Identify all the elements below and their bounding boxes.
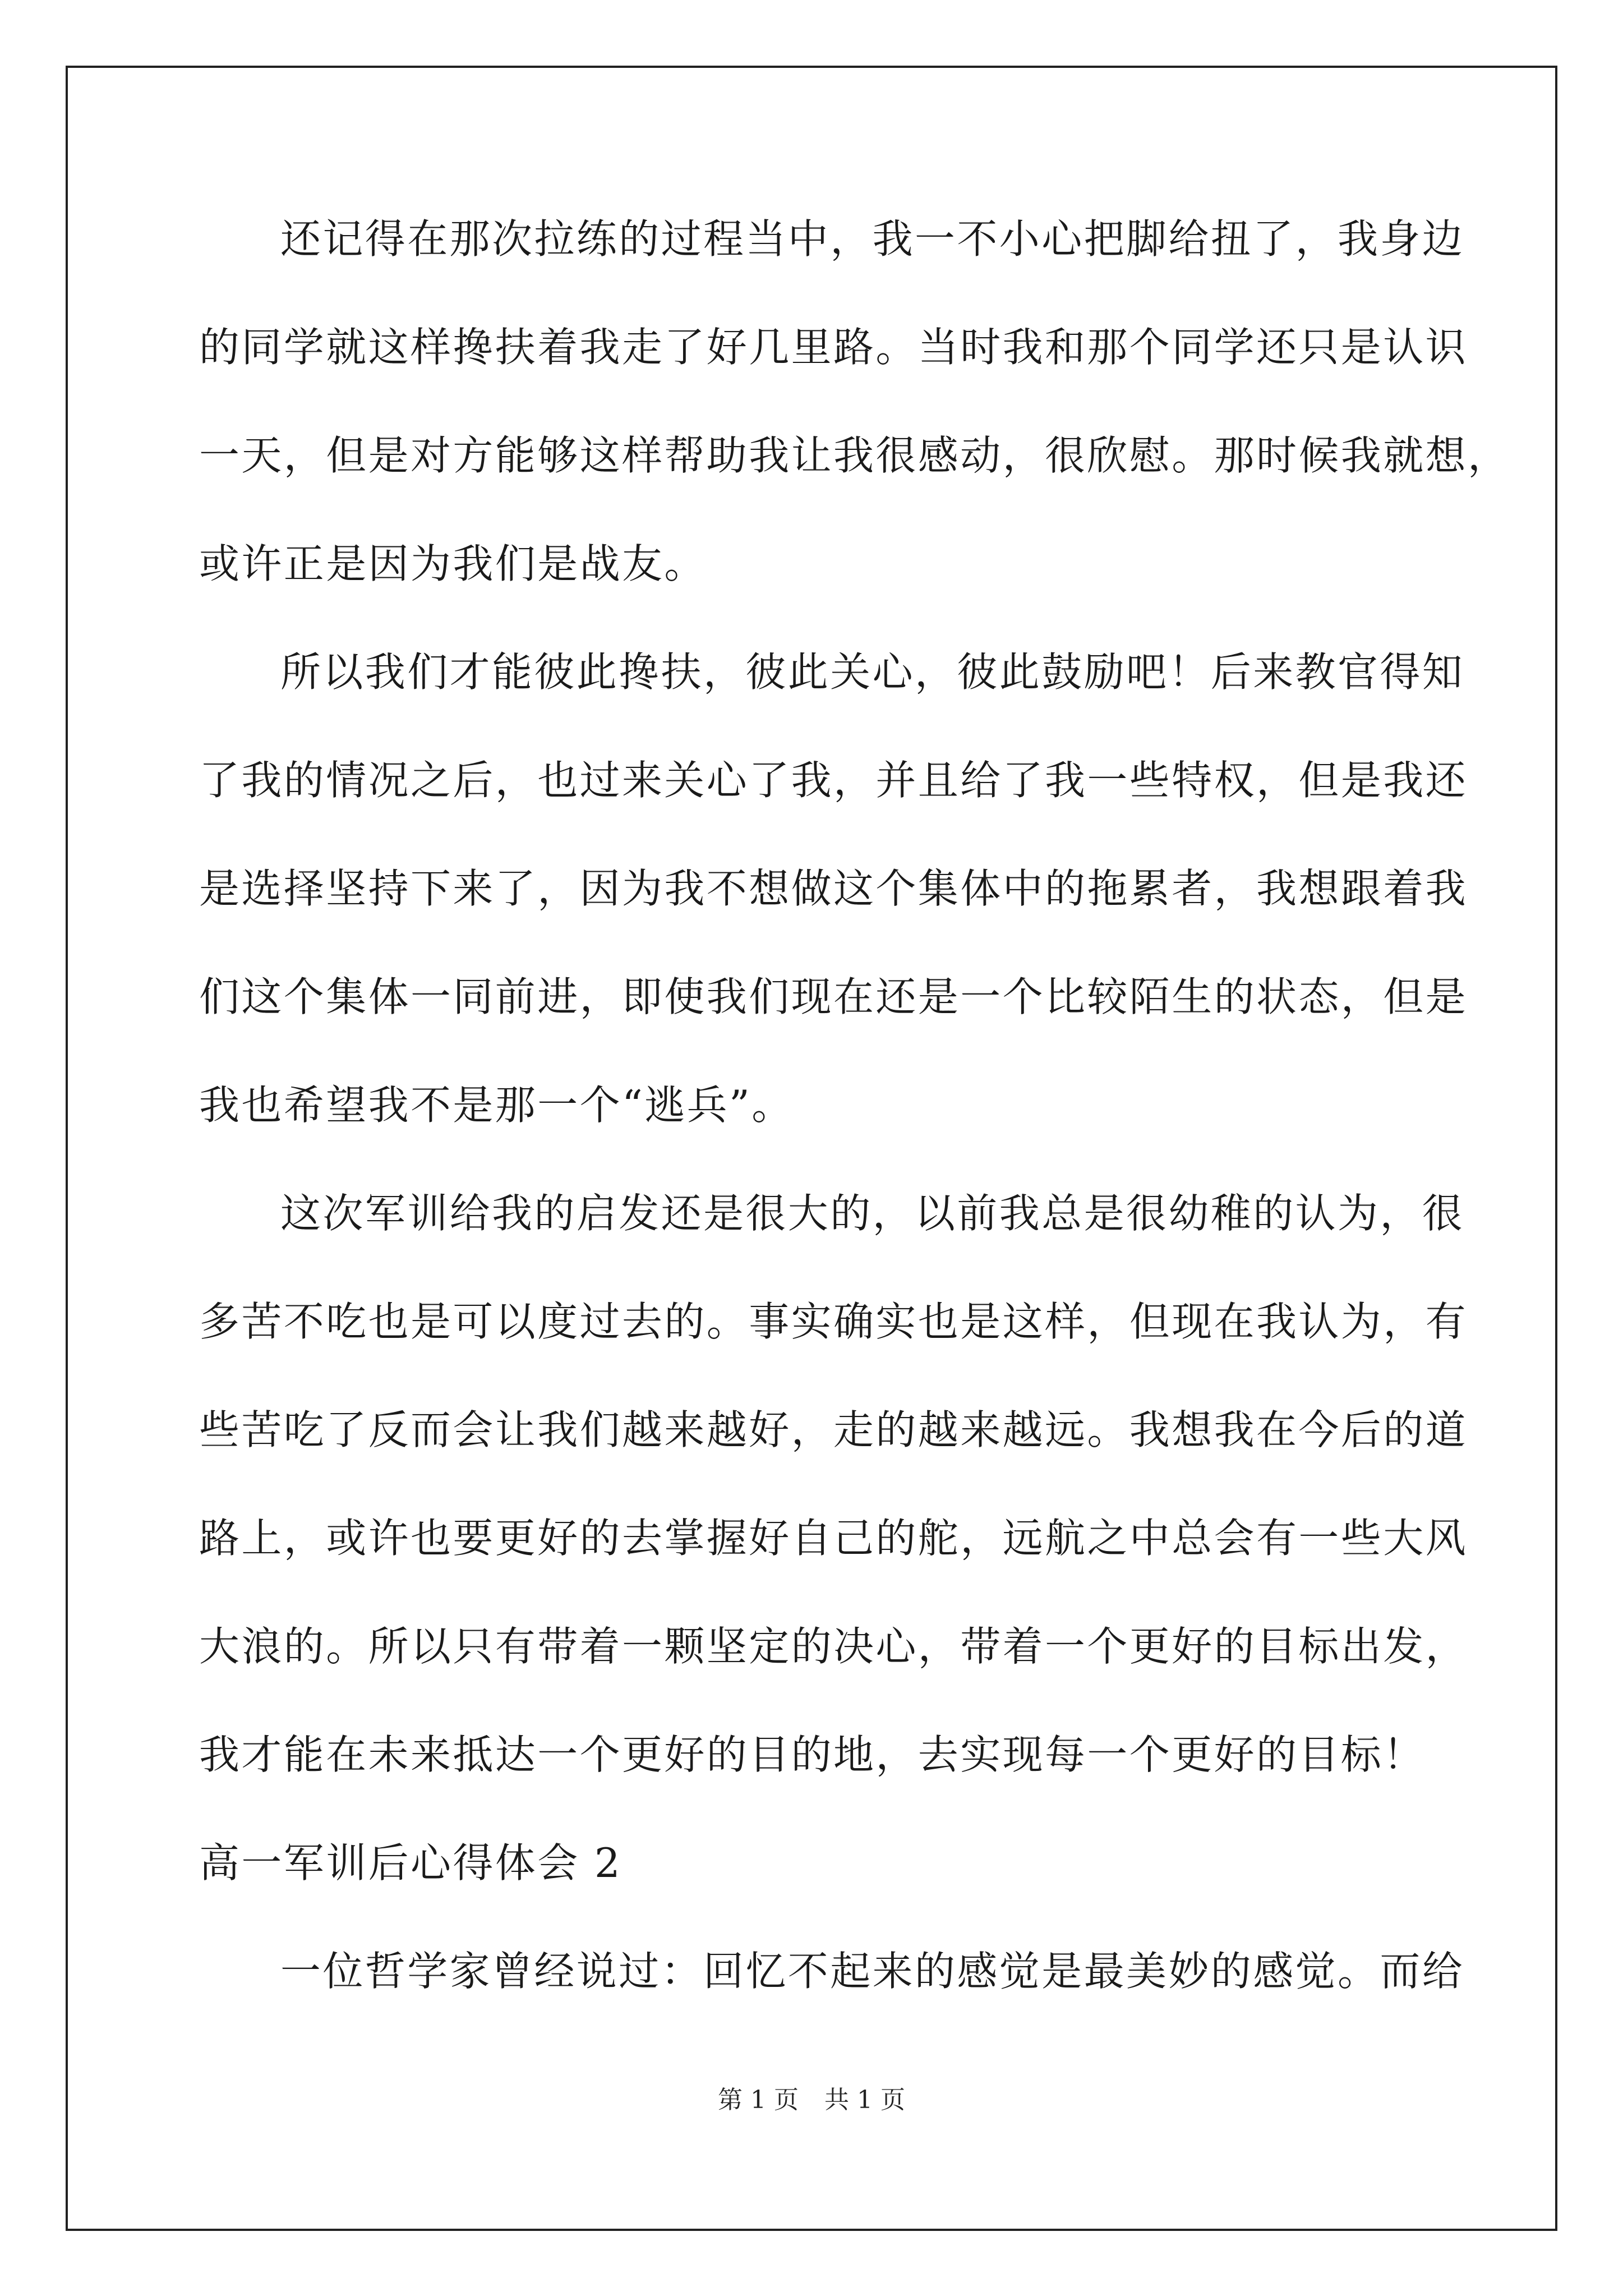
- text-line: 这次军训给我的启发还是很大的，以前我总是很幼稚的认为，很: [280, 1190, 1465, 1237]
- text-line: 大浪的。所以只有带着一颗坚定的决心，带着一个更好的目标出发，: [199, 1623, 1468, 1670]
- text-line: 是选择坚持下来了，因为我不想做这个集体中的拖累者，我想跟着我: [199, 865, 1468, 912]
- text-line: 们这个集体一同前进，即使我们现在还是一个比较陌生的状态，但是: [199, 973, 1468, 1020]
- text-line: 还记得在那次拉练的过程当中，我一不小心把脚给扭了，我身边: [280, 215, 1465, 263]
- text-line: 所以我们才能彼此搀扶，彼此关心，彼此鼓励吧！后来教官得知: [280, 648, 1465, 696]
- section-heading: 高一军训后心得体会 2: [199, 1839, 623, 1887]
- page-footer: [0, 2088, 1623, 2113]
- text-line: 了我的情况之后，也过来关心了我，并且给了我一些特权，但是我还: [199, 757, 1468, 804]
- text-line: 我才能在未来抵达一个更好的目的地，去实现每一个更好的目标！: [199, 1731, 1426, 1778]
- text-line: 路上，或许也要更好的去掌握好自己的舵，远航之中总会有一些大风: [199, 1515, 1468, 1562]
- text-line: 我也希望我不是那一个“逃兵”。: [199, 1082, 794, 1129]
- text-line: 或许正是因为我们是战友。: [199, 540, 707, 587]
- page-number-total: 共 1 页: [824, 2086, 905, 2114]
- text-line: 一天，但是对方能够这样帮助我让我很感动，很欣慰。那时候我就想，: [199, 432, 1510, 479]
- text-line: 些苦吃了反而会让我们越来越好，走的越来越远。我想我在今后的道: [199, 1406, 1468, 1453]
- text-line: 一位哲学家曾经说过：回忆不起来的感觉是最美妙的感觉。而给: [280, 1948, 1465, 1995]
- text-line: 的同学就这样搀扶着我走了好几里路。当时我和那个同学还只是认识: [199, 324, 1468, 371]
- document-body: [199, 215, 1510, 2059]
- text-line: 多苦不吃也是可以度过去的。事实确实也是这样，但现在我认为，有: [199, 1298, 1468, 1345]
- page-number-current: 第 1 页: [718, 2086, 799, 2114]
